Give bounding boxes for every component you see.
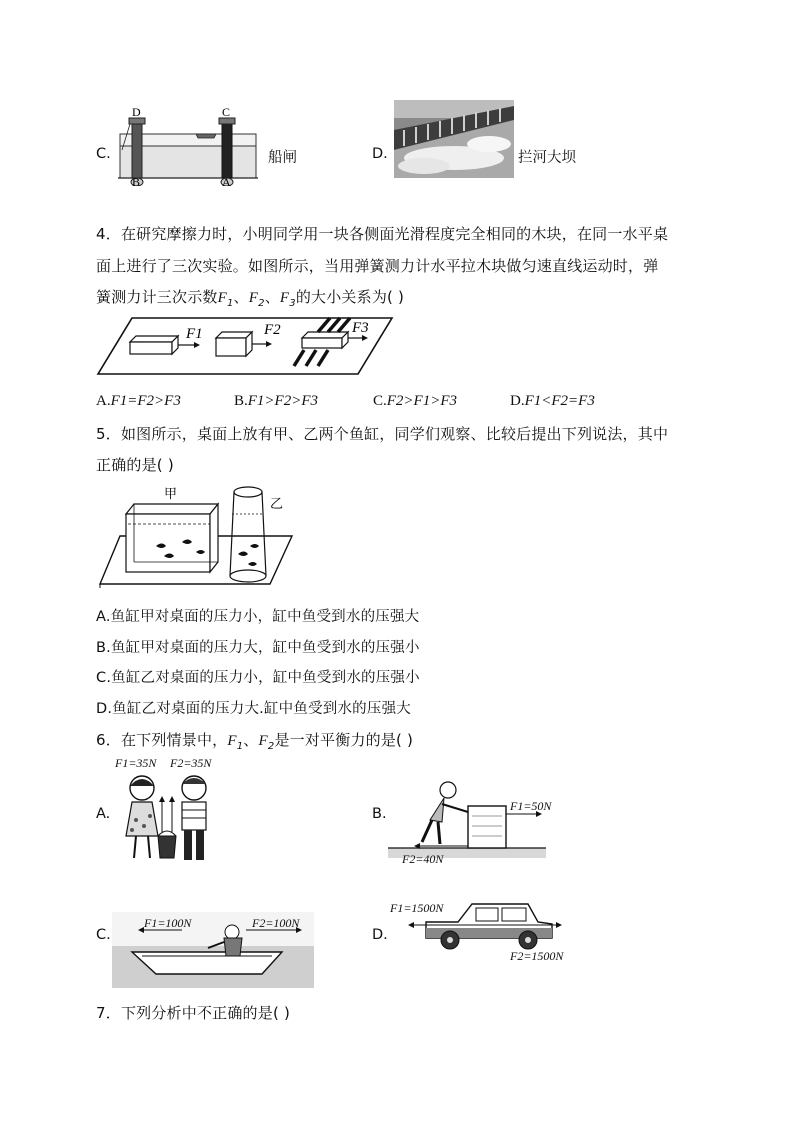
q5-option-d: D.鱼缸乙对桌面的压力大.缸中鱼受到水的压强大 [96, 701, 411, 717]
q4-stem-line3: 簧测力计三次示数$F_1$、$F_2$、$F_3$的大小关系为( ) [96, 288, 405, 309]
q6-c-f1: F1=100N [144, 916, 192, 930]
q4-option-d: D.F1<F2=F3 [510, 393, 595, 409]
q4-stem-line1: 4．在研究摩擦力时，小明同学用一块各侧面光滑程度完全相同的木块，在同一水平桌 [96, 225, 669, 243]
lock-label-d: D [132, 105, 141, 119]
q5-option-b: B.鱼缸甲对桌面的压力大，缸中鱼受到水的压强小 [96, 640, 420, 656]
tank-label-yi: 乙 [270, 496, 284, 511]
q6-b-f2: F2=40N [402, 852, 444, 866]
q6-option-a-letter: A. [96, 806, 111, 822]
q7-stem: 7．下列分析中不正确的是( ) [96, 1004, 291, 1022]
q6-stem: 6．在下列情景中，$F_1$、$F_2$是一对平衡力的是( ) [96, 731, 414, 752]
fig-label-f3: F3 [352, 320, 369, 336]
q3-option-c-letter: C. [96, 146, 111, 162]
lock-label-a: A [222, 175, 231, 186]
q4-option-c: C.F2>F1>F3 [373, 393, 457, 409]
ship-lock-figure [118, 104, 258, 186]
q5-stem-line1: 5．如图所示，桌面上放有甲、乙两个鱼缸，同学们观察、比较后提出下列说法，其中 [96, 425, 669, 443]
car-figure [402, 898, 570, 952]
q4-option-b: B.F1>F2>F3 [234, 393, 318, 409]
lock-label-c: C [222, 105, 231, 119]
q6-b-f1: F1=50N [510, 799, 552, 813]
two-kids-bucket-figure [112, 772, 222, 866]
push-box-figure [388, 778, 546, 862]
q6-a-f1: F1=35N [115, 756, 157, 770]
fig-label-f2: F2 [264, 322, 281, 338]
dam-photo-figure [394, 100, 514, 178]
lock-label-b: B [132, 175, 141, 186]
q4-stem-line2: 面上进行了三次实验。如图所示，当用弹簧测力计水平拉木块做匀速直线运动时，弹 [96, 257, 659, 275]
q4-option-a: A.F1=F2>F3 [96, 393, 181, 409]
fig-label-f1: F1 [186, 326, 203, 342]
q3-option-c-label: 船闸 [268, 150, 297, 166]
fish-tank-figure [98, 484, 294, 590]
q5-option-a: A.鱼缸甲对桌面的压力小，缸中鱼受到水的压强大 [96, 609, 420, 625]
q6-option-b-letter: B. [372, 806, 387, 822]
q3-option-d-label: 拦河大坝 [518, 150, 576, 166]
q6-option-c-letter: C. [96, 927, 111, 943]
q6-option-d-letter: D. [372, 927, 388, 943]
q3-option-d-letter: D. [372, 146, 388, 162]
q5-stem-line2: 正确的是( ) [96, 456, 174, 474]
q6-c-f2: F2=100N [252, 916, 300, 930]
q5-option-c: C.鱼缸乙对桌面的压力小，缸中鱼受到水的压强小 [96, 670, 420, 686]
q6-a-f2: F2=35N [170, 756, 212, 770]
q6-d-f1: F1=1500N [390, 901, 444, 915]
tank-label-jia: 甲 [164, 486, 178, 501]
friction-experiment-figure [96, 312, 396, 382]
q6-d-f2: F2=1500N [510, 949, 564, 963]
